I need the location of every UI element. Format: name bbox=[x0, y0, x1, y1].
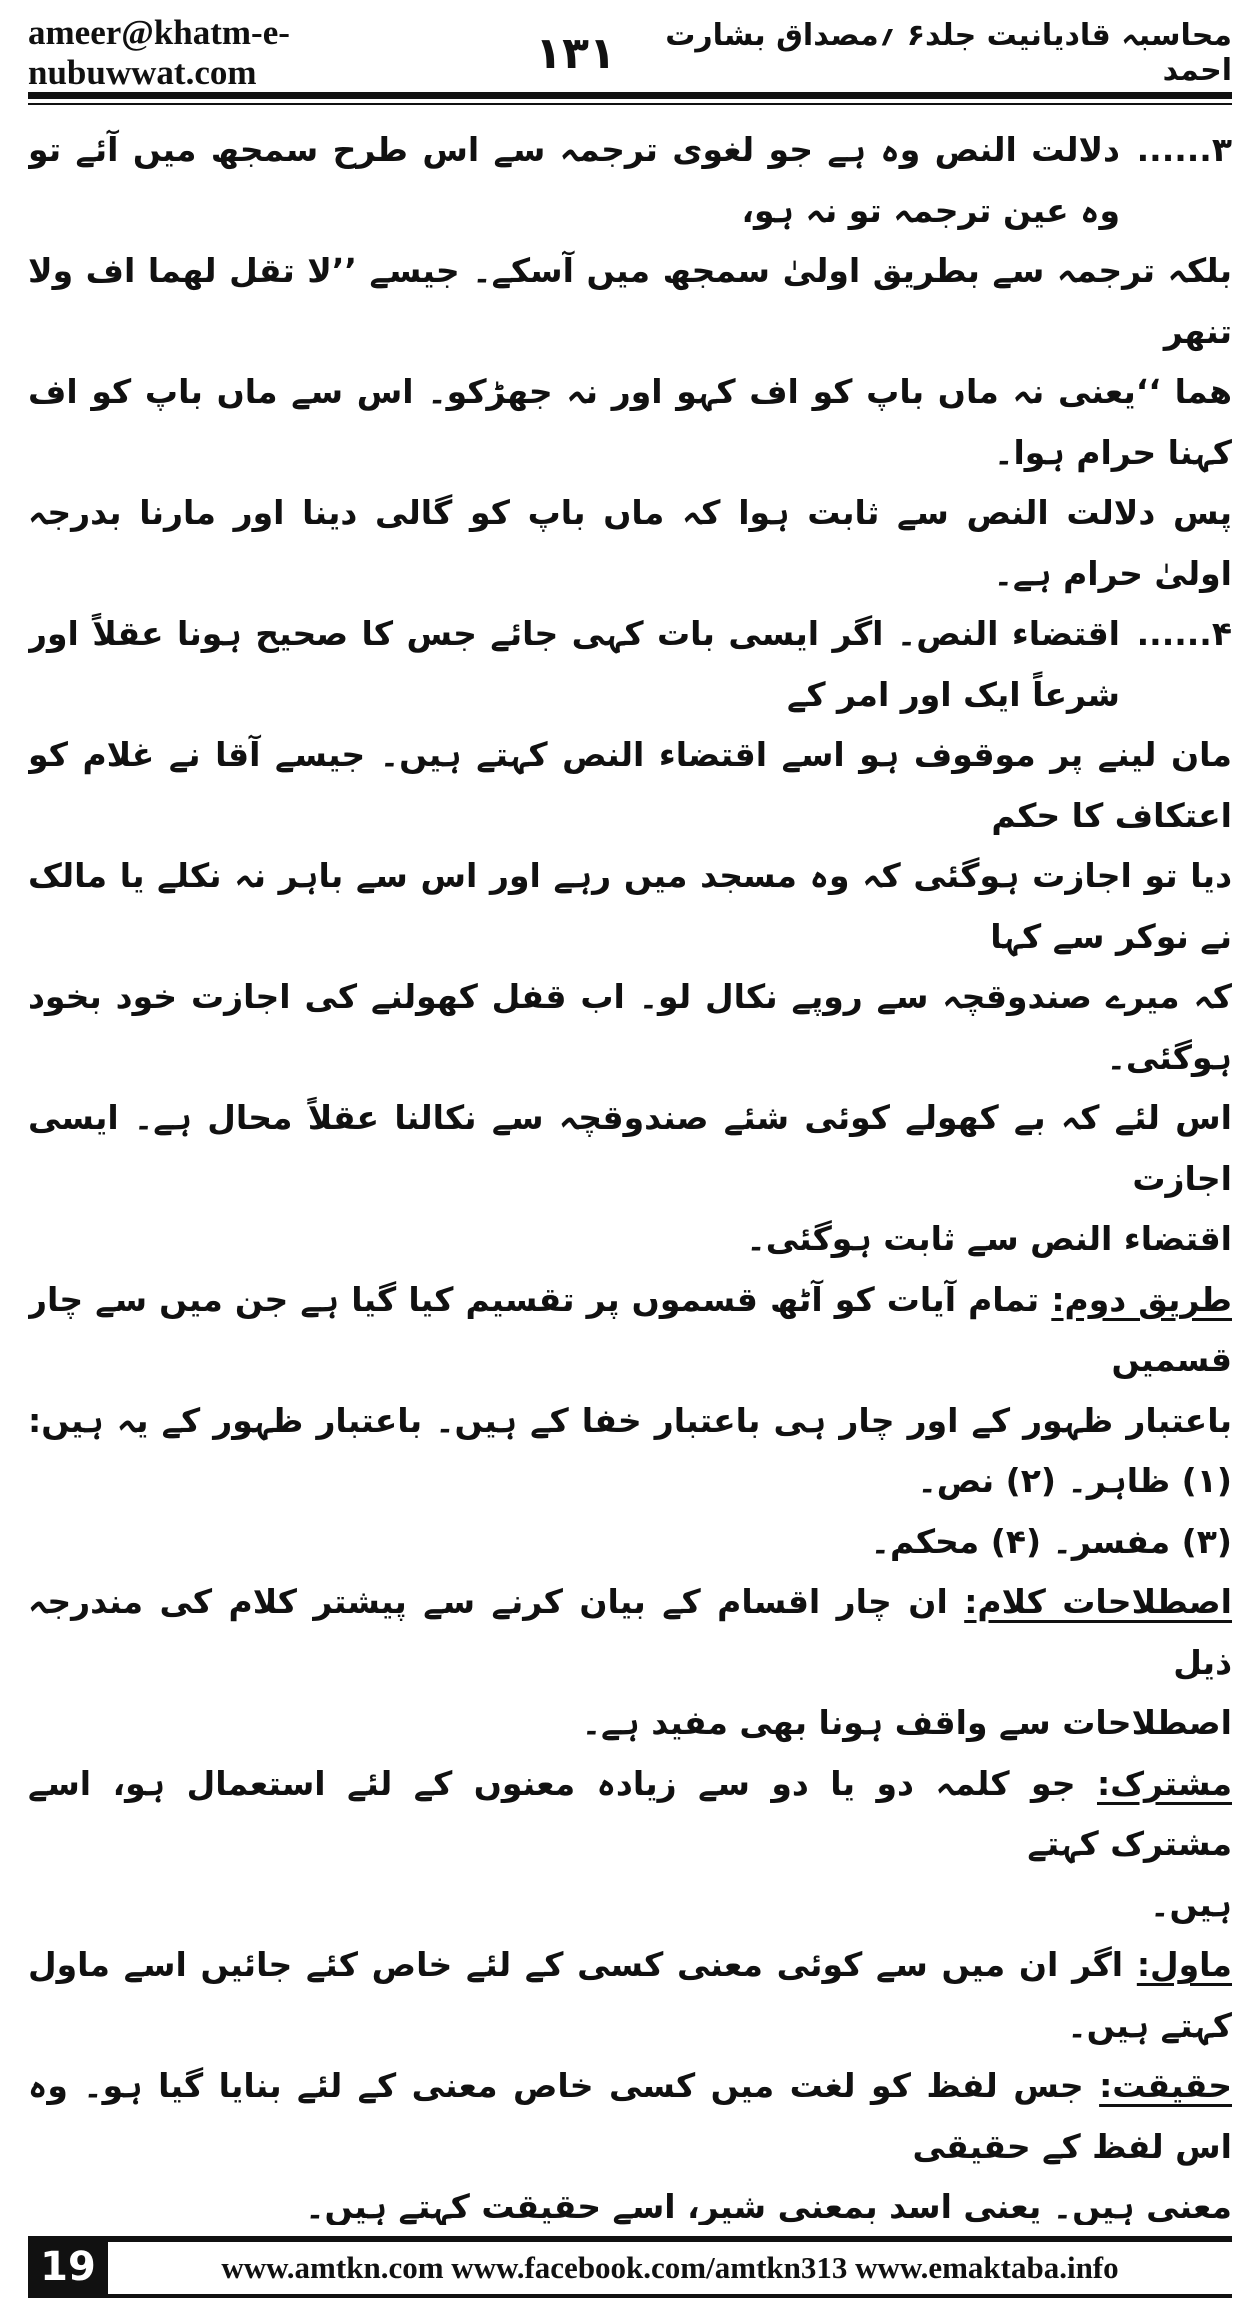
footer-website-links: www.amtkn.com www.facebook.com/amtkn313 www.emaktaba.info bbox=[108, 2236, 1232, 2298]
page-footer bbox=[28, 2236, 1232, 2298]
term-heading: حقیقت: bbox=[1099, 2066, 1232, 2105]
paragraph-iqtiza-un-nass bbox=[28, 604, 1232, 725]
text-line: اس لئے کہ بے کھولے کوئی شئے صندوقچہ سے نکالنا عقلاً محال ہے۔ ایسی اجازت bbox=[28, 1098, 1232, 1198]
text-line: تمام آیات کو آٹھ قسموں پر تقسیم کیا گیا ہے جن میں سے چار قسمیں bbox=[28, 1279, 1232, 1379]
term-heading: اصطلاحات کلام: bbox=[964, 1582, 1232, 1621]
text-line: ان چار اقسام کے بیان کرنے سے پیشتر کلام کی مندرجہ ذیل bbox=[28, 1582, 1232, 1682]
text-line: مان لینے پر موقوف ہو اسے اقتضاء النص کہتے ہیں۔ جیسے آقا نے غلام کو اعتکاف کا حکم bbox=[28, 735, 1232, 835]
text-line: اصطلاحات سے واقف ہونا بھی مفید ہے۔ bbox=[581, 1703, 1232, 1742]
header-book-title: محاسبہ قادیانیت جلد۶ ؍مصداق بشارت احمد bbox=[665, 18, 1232, 88]
paragraph-dalalat-un-nass bbox=[28, 120, 1232, 241]
paragraph-mawwal bbox=[28, 1935, 1232, 2056]
paragraph-haqiqat bbox=[28, 2056, 1232, 2177]
text-line: کہ میرے صندوقچہ سے روپے نکال لو۔ اب قفل کھولنے کی اجازت خود بخود ہوگئی۔ bbox=[28, 977, 1232, 1077]
text-line: (۳) مفسر۔ (۴) محکم۔ bbox=[870, 1521, 1232, 1561]
text-line: دیا تو اجازت ہوگئی کہ وہ مسجد میں رہے اور اس سے باہر نہ نکلے یا مالک نے نوکر سے کہا bbox=[28, 856, 1232, 956]
text-line: معنی ہیں۔ یعنی اسد بمعنی شیر، اسے حقیقت کہتے ہیں۔ bbox=[305, 2187, 1232, 2225]
paragraph-istilahat bbox=[28, 1572, 1232, 1693]
page-header bbox=[28, 13, 1232, 92]
header-rule-thin bbox=[28, 103, 1232, 105]
text-line: پس دلالت النص سے ثابت ہوا کہ ماں باپ کو گالی دینا اور مارنا بدرجہ اولیٰ حرام ہے۔ bbox=[28, 493, 1232, 593]
text-line: اقتضاء النص۔ اگر ایسی بات کہی جائے جس کا صحیح ہونا عقلاً اور شرعاً ایک اور امر کے bbox=[28, 614, 1120, 714]
paragraph-tariq-dom bbox=[28, 1270, 1232, 1391]
text-line: اقتضاء النص سے ثابت ہوگئی۔ bbox=[746, 1219, 1232, 1258]
footer-page-number: 19 bbox=[28, 2236, 108, 2298]
text-line: باعتبار ظہور کے اور چار ہی باعتبار خفا کے ہیں۔ باعتبار ظہور کے یہ ہیں: (۱) ظاہر۔ (۲) نص۔ bbox=[28, 1400, 1232, 1500]
text-line: جو کلمہ دو یا دو سے زیادہ معنوں کے لئے استعمال ہو، اسے مشترک کہتے bbox=[28, 1763, 1232, 1863]
text-line: ہیں۔ bbox=[1150, 1884, 1232, 1924]
paragraph-mushtarak bbox=[28, 1754, 1232, 1875]
text-line: بلکہ ترجمہ سے بطریق اولیٰ سمجھ میں آسکے۔ جیسے ’’لا تقل لھما اف ولا تنھر bbox=[28, 251, 1232, 351]
text-line: اگر ان میں سے کوئی معنی کسی کے لئے خاص کئے جائیں اسے ماول کہتے ہیں۔ bbox=[28, 1945, 1232, 2045]
term-heading: مشترک: bbox=[1097, 1763, 1232, 1803]
item-number-3: ۳...... bbox=[1136, 130, 1232, 169]
header-email: ameer@khatm-e-nubuwwat.com bbox=[28, 13, 290, 92]
header-page-number: ۱۳۱ bbox=[535, 27, 616, 79]
term-heading: طریق دوم: bbox=[1051, 1279, 1232, 1319]
text-line: دلالت النص وہ ہے جو لغوی ترجمہ سے اس طرح سمجھ میں آئے تو وہ عین ترجمہ تو نہ ہو، bbox=[28, 130, 1120, 230]
text-line: ھما ‘‘یعنی نہ ماں باپ کو اف کہو اور نہ جھڑکو۔ اس سے ماں باپ کو اف کہنا حرام ہوا۔ bbox=[28, 372, 1232, 472]
term-heading: ماول: bbox=[1136, 1945, 1232, 1984]
item-number-4: ۴...... bbox=[1136, 614, 1232, 653]
text-line: جس لفظ کو لغت میں کسی خاص معنی کے لئے بنایا گیا ہو۔ وہ اس لفظ کے حقیقی bbox=[28, 2066, 1232, 2166]
header-rule-thick bbox=[28, 92, 1232, 99]
page-body bbox=[28, 120, 1232, 2225]
